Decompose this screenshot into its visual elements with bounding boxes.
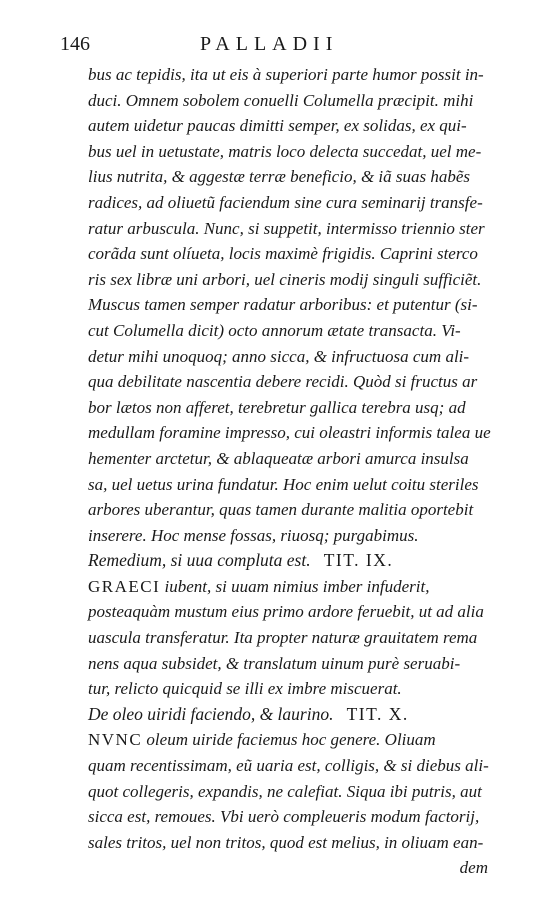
section-title-number: TIT. X. [346,703,409,724]
text-line: ris sex libræ uni arbori, uel cineris modij singuli sufficiẽt. [88,269,482,289]
section-title-number: TIT. IX. [323,550,394,571]
text-line: corãda sunt olíueta, locis maximè frigidis. Caprini sterco [88,244,478,264]
section-heading [88,702,488,728]
text-line: detur mihi unoquoq; anno sicca, & infructuosa cum ali- [88,346,470,366]
text-line: medullam foramine impresso, cui oleastri informis talea ue [88,423,491,443]
body-text [88,62,491,881]
initial-word: GRAECI [88,576,161,596]
text-line: quam recentissimam, eũ uaria est, colligis, & si diebus ali- [88,756,489,776]
text-line [88,574,488,600]
text-line: lius nutrita, & aggestæ terræ beneficio, & iã suas habẽs [88,167,471,187]
text-line: posteaquàm mustum eius primo ardore feruebit, ut ad alia [88,602,484,622]
text-line: uascula transferatur. Ita propter naturæ grauitatem rema [88,628,478,648]
text-line: bus ac tepidis, ita ut eis à superiori parte humor possit in- [88,65,484,84]
text-line: bor lætos non afferet, terebretur gallica terebra usq; ad [88,397,466,417]
section-heading [88,548,488,574]
text-line: bus uel in uetustate, matris loco delecta succedat, uel me- [88,141,482,161]
text-line: inserere. Hoc mense fossas, riuosq; purgabimus. [88,525,419,545]
text-line: tur, relicto quicquid se illi ex imbre miscuerat. [88,679,402,699]
section-heading-text: Remedium, si uua compluta est. [88,550,311,571]
text-line-rest: iubent, si uuam nimius imber infuderit, [160,576,430,596]
text-line: duci. Omnem sobolem conuelli Columella præcipit. mihi [88,90,474,110]
page-number: 146 [60,33,90,55]
catchword: dem [459,858,488,878]
text-line: sales tritos, uel non tritos, quod est melius, in oliuam ean- [88,832,484,852]
page-header [60,33,480,59]
text-line: quot collegeris, expandis, ne calefiat. Siqua ibi putris, aut [88,781,482,801]
running-head: PALLADII [200,33,339,55]
text-line: sa, uel uetus urina fundatur. Hoc enim uelut coitu steriles [88,474,479,494]
text-line [88,727,488,753]
text-line-rest: oleum uiride faciemus hoc genere. Oliuam [142,730,436,750]
text-line: sicca est, remoues. Vbi uerò compleueris modum factorij, [88,807,480,827]
text-line: qua debilitate nascentia debere recidi. Quòd si fructus ar [88,372,478,392]
text-line: ratur arbuscula. Nunc, si suppetit, intermisso triennio ster [88,218,485,238]
text-line: autem uidetur paucas dimitti semper, ex solidas, ex qui- [88,116,467,136]
text-line: Muscus tamen semper radatur arboribus: et putentur (si- [88,295,478,315]
initial-word: NVNC [88,730,143,750]
section-heading-text: De oleo uiridi faciendo, & laurino. [88,703,334,724]
text-line: cut Columella dicit) octo annorum ætate transacta. Vi- [88,320,461,340]
text-line: radices, ad oliuetũ faciendum sine cura seminarij transfe- [88,192,483,212]
text-line: arbores uberantur, quas tamen durante malitia oportebit [88,500,474,520]
text-line: hementer arctetur, & ablaqueatæ arbori amurca insulsa [88,448,469,468]
text-line: nens aqua subsidet, & translatum uinum purè seruabi- [88,653,461,673]
